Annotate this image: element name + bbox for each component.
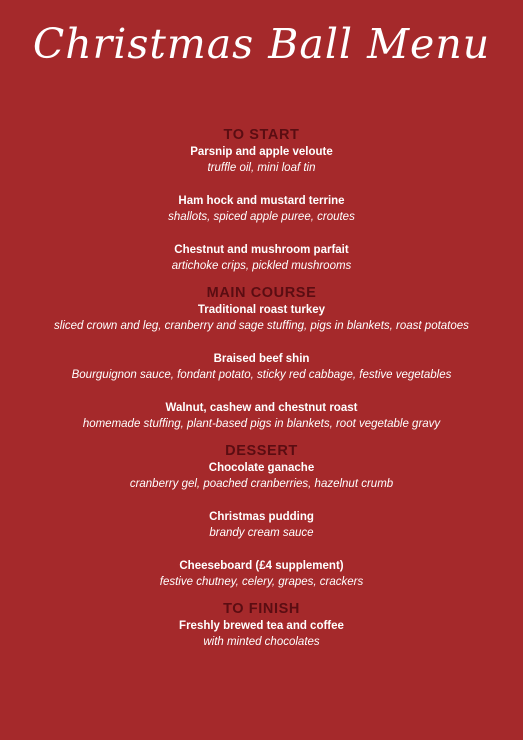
dish-item: [0, 302, 523, 335]
dish-item: [0, 193, 523, 226]
section-to-start: [0, 126, 523, 275]
menu-title: Christmas Ball Menu: [32, 20, 491, 68]
section-heading: TO FINISH: [223, 601, 300, 617]
section-heading: TO START: [223, 127, 300, 143]
dish-description: cranberry gel, poached cranberries, hazelnut crumb: [129, 478, 394, 490]
dish-description: truffle oil, mini loaf tin: [207, 162, 316, 174]
dish-name: Cheeseboard (£4 supplement): [179, 560, 344, 572]
dish-name: Chocolate ganache: [208, 462, 315, 474]
section-heading: MAIN COURSE: [206, 285, 317, 301]
dish-name: Freshly brewed tea and coffee: [179, 620, 344, 632]
dish-name: Chestnut and mushroom parfait: [174, 244, 349, 256]
dish-name: Christmas pudding: [209, 511, 314, 523]
dish-item: [0, 509, 523, 542]
dish-description: artichoke crips, pickled mushrooms: [171, 260, 352, 272]
dish-item: [0, 242, 523, 275]
dish-item: [0, 144, 523, 177]
dish-name: Traditional roast turkey: [197, 304, 326, 316]
dish-item: [0, 618, 523, 651]
dish-description: shallots, spiced apple puree, croutes: [168, 211, 355, 223]
dish-description: Bourguignon sauce, fondant potato, sticky red cabbage, festive vegetables: [71, 369, 452, 381]
menu-body: [0, 126, 523, 651]
dish-description: festive chutney, celery, grapes, crackers: [159, 576, 364, 588]
dish-description: sliced crown and leg, cranberry and sage stuffing, pigs in blankets, roast potatoes: [54, 320, 469, 332]
section-main-course: [0, 284, 523, 433]
dish-description: homemade stuffing, plant-based pigs in blankets, root vegetable gravy: [82, 418, 441, 430]
dish-name: Braised beef shin: [213, 353, 310, 365]
section-to-finish: [0, 600, 523, 651]
dish-item: [0, 558, 523, 591]
dish-name: Walnut, cashew and chestnut roast: [165, 402, 358, 414]
dish-item: [0, 460, 523, 493]
section-dessert: [0, 442, 523, 591]
dish-item: [0, 351, 523, 384]
dish-name: Parsnip and apple veloute: [190, 146, 333, 158]
dish-description: with minted chocolates: [203, 636, 320, 648]
section-heading: DESSERT: [225, 443, 298, 459]
dish-name: Ham hock and mustard terrine: [178, 195, 345, 207]
dish-item: [0, 400, 523, 433]
dish-description: brandy cream sauce: [209, 527, 314, 539]
